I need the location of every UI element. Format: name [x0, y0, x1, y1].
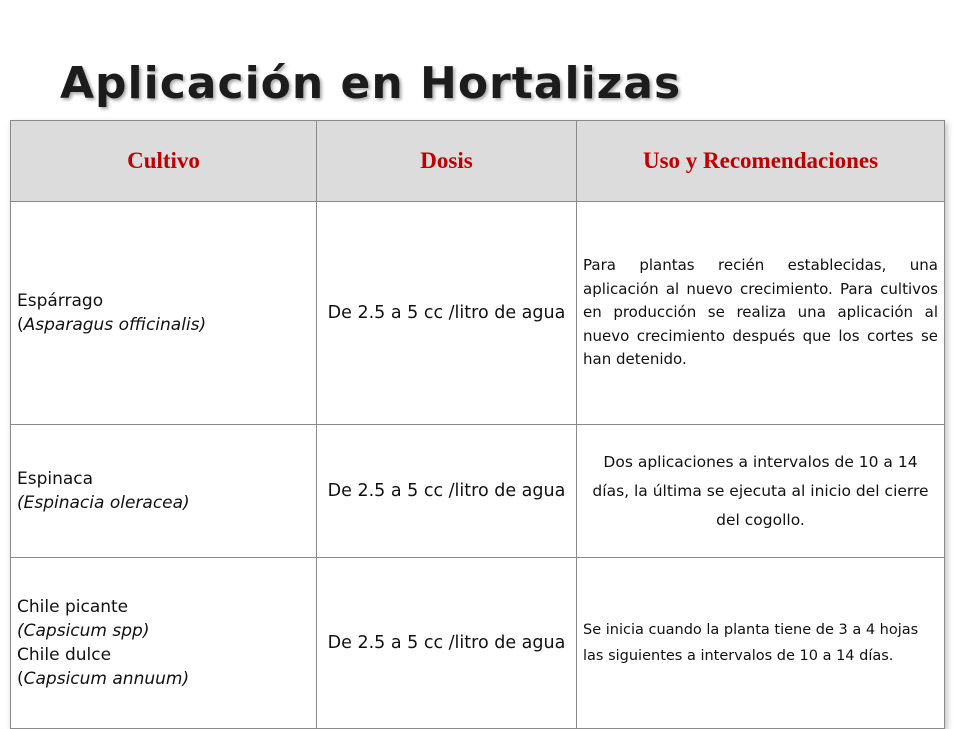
use-cell: Se inicia cuando la planta tiene de 3 a 4 hojas las siguientes a intervalos de 10 a 14 días. — [577, 558, 945, 729]
dose-cell: De 2.5 a 5 cc /litro de agua — [317, 558, 577, 729]
crop-application-table — [10, 120, 945, 729]
crop-common-name-2: Chile dulce — [17, 645, 112, 665]
header-dose: Dosis — [317, 121, 577, 202]
page-title: Aplicación en Hortalizas — [60, 58, 682, 109]
crop-common-name: Chile picante — [17, 597, 129, 617]
crop-cell — [11, 202, 317, 425]
crop-scientific-name: (Capsicum spp) — [17, 621, 150, 641]
dose-cell: De 2.5 a 5 cc /litro de agua — [317, 425, 577, 558]
header-use: Uso y Recomendaciones — [577, 121, 945, 202]
crop-scientific-name: (Espinacia oleracea) — [17, 493, 190, 513]
use-cell: Para plantas recién establecidas, una aplicación al nuevo crecimiento. Para cultivos en producción se realiza una aplicación al nuevo crecimiento después que los cortes se han detenido. — [577, 202, 945, 425]
crop-scientific-name: (Asparagus officinalis) — [17, 315, 207, 335]
header-crop: Cultivo — [11, 121, 317, 202]
crop-scientific-name-2: (Capsicum annuum) — [17, 669, 190, 689]
crop-common-name: Espárrago — [17, 291, 104, 311]
crop-common-name: Espinaca — [17, 469, 94, 489]
table-header-row — [11, 121, 945, 202]
crop-cell — [11, 558, 317, 729]
table-row — [11, 558, 945, 729]
dose-cell: De 2.5 a 5 cc /litro de agua — [317, 202, 577, 425]
table-row — [11, 202, 945, 425]
use-cell: Dos aplicaciones a intervalos de 10 a 14 días, la última se ejecuta al inicio del cierre del cogollo. — [577, 425, 945, 558]
table-row — [11, 425, 945, 558]
crop-cell — [11, 425, 317, 558]
